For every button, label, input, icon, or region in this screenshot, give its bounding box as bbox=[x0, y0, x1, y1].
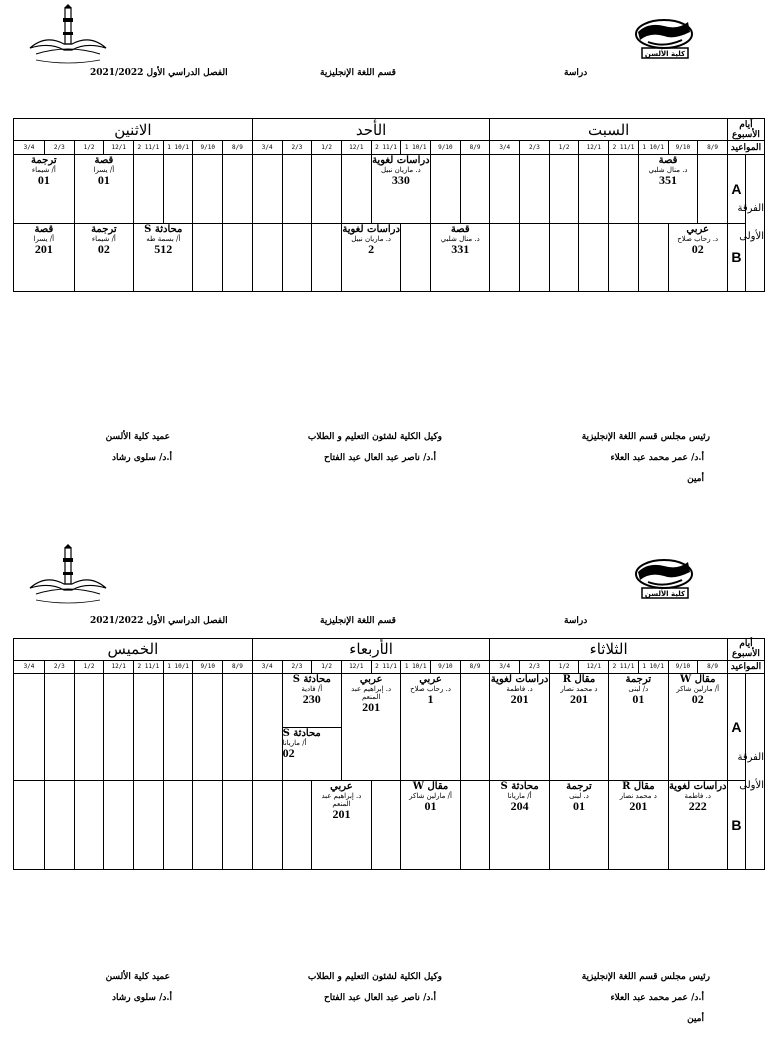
subject: دراسات لغوية bbox=[668, 781, 727, 793]
lecturer: أ/ ماريانا bbox=[507, 792, 532, 801]
room: 331 bbox=[451, 241, 470, 256]
class-cell bbox=[638, 155, 697, 223]
time-slot: 3/4 bbox=[252, 660, 282, 673]
room: 02 bbox=[97, 241, 110, 256]
lecturer: أ/ شيماء bbox=[31, 166, 56, 175]
day-header: الأربعاء bbox=[252, 639, 490, 661]
subject: دراسات لغوية bbox=[372, 155, 430, 167]
day-header: الأحد bbox=[252, 119, 490, 141]
class-cell bbox=[668, 674, 727, 781]
room: 01 bbox=[37, 173, 50, 188]
class-cell bbox=[341, 674, 400, 781]
class-cell bbox=[14, 223, 75, 291]
university-logo bbox=[26, 544, 110, 606]
university-logo bbox=[26, 4, 110, 66]
lecturer: د. إبراهيم عبد المنعم bbox=[321, 792, 362, 809]
subject: عربي bbox=[419, 674, 442, 686]
time-slot: 10/1 1 bbox=[163, 660, 193, 673]
head-extra: أمين bbox=[687, 474, 704, 484]
class-cell bbox=[609, 781, 668, 870]
class-cell bbox=[401, 674, 460, 781]
corner-slots: المواعيد bbox=[727, 141, 764, 155]
lecturer: أ/ مارلين شاكر bbox=[676, 685, 720, 694]
room: 01 bbox=[632, 692, 645, 707]
corner-days: أيام الأسبوع bbox=[727, 119, 764, 141]
time-slot: 12/1 bbox=[579, 660, 609, 673]
subject: محادثة S bbox=[292, 674, 331, 686]
time-slot: 2/3 bbox=[520, 660, 550, 673]
study-label: دراسة bbox=[564, 68, 588, 78]
time-slot: 9/10 bbox=[668, 141, 698, 155]
time-slot: 3/4 bbox=[490, 141, 520, 155]
day-header: الاثنين bbox=[14, 119, 253, 141]
lecturer: أ/ يسرا bbox=[33, 234, 55, 243]
day-header: السبت bbox=[490, 119, 728, 141]
group-label: A bbox=[727, 155, 745, 223]
class-cell bbox=[668, 223, 727, 291]
lecturer: د. فاطمة bbox=[684, 792, 711, 801]
lecturer: أ/ بسمة طه bbox=[146, 234, 181, 243]
group-label: B bbox=[727, 781, 745, 870]
schedule-table bbox=[13, 118, 765, 292]
class-cell bbox=[490, 674, 549, 781]
room: 01 bbox=[97, 173, 110, 188]
subject: دراسات لغوية bbox=[342, 223, 400, 235]
time-slot: 3/4 bbox=[490, 660, 520, 673]
day-header: الثلاثاء bbox=[490, 639, 728, 661]
subject: ترجمة bbox=[31, 155, 57, 167]
time-slot: 3/4 bbox=[252, 141, 282, 155]
faculty-logo bbox=[618, 554, 710, 602]
time-slot: 12/1 bbox=[579, 141, 609, 155]
time-slot: 2/3 bbox=[282, 141, 312, 155]
subject: قصة bbox=[450, 223, 470, 235]
room: 01 bbox=[572, 799, 585, 814]
room: 02 bbox=[691, 241, 704, 256]
time-slot: 9/10 bbox=[193, 660, 223, 673]
class-cell bbox=[401, 781, 460, 870]
group-label: B bbox=[727, 223, 745, 291]
dean-title: عميد كلية الألسن bbox=[105, 432, 170, 442]
lecturer: د. لبنى bbox=[569, 792, 589, 801]
subject: ترجمة bbox=[91, 223, 117, 235]
time-slot: 8/9 bbox=[698, 660, 728, 673]
lecturer: د. منال شلبي bbox=[440, 234, 480, 243]
schedule-table bbox=[13, 638, 765, 870]
class-cell bbox=[74, 155, 133, 223]
subject: قصة bbox=[34, 223, 54, 235]
time-slot: 10/1 1 bbox=[638, 660, 668, 673]
room: 351 bbox=[659, 173, 678, 188]
dean-name: أ.د/ سلوى رشاد bbox=[111, 453, 172, 463]
time-slot: 8/9 bbox=[460, 660, 490, 673]
lecturer: أ/ فادية bbox=[301, 685, 323, 694]
room: 201 bbox=[362, 700, 381, 715]
subject: محادثة S bbox=[282, 728, 321, 740]
subject: عربي bbox=[686, 223, 710, 235]
vice-dean-name: أ.د/ ناصر عبد العال عبد الفتاح bbox=[324, 453, 436, 463]
time-slot: 9/10 bbox=[431, 660, 461, 673]
time-slot: 11/1 2 bbox=[609, 660, 639, 673]
time-slot: 10/1 1 bbox=[638, 141, 668, 155]
dean-name: أ.د/ سلوى رشاد bbox=[111, 993, 172, 1003]
class-cell bbox=[134, 223, 193, 291]
time-slot: 1/2 bbox=[549, 660, 579, 673]
subject: محادثة S bbox=[500, 781, 539, 793]
subject: محادثة S bbox=[144, 223, 183, 235]
room: 201 bbox=[629, 799, 648, 814]
lecturer: أ/ يسرا bbox=[93, 166, 115, 175]
room: 201 bbox=[510, 692, 529, 707]
time-slot: 12/1 bbox=[341, 141, 371, 155]
lecturer: أ/ شيماء bbox=[91, 234, 116, 243]
time-slot: 10/1 1 bbox=[163, 141, 193, 155]
room: 2 bbox=[368, 241, 375, 256]
head-title: رئيس مجلس قسم اللغة الإنجليزية bbox=[581, 972, 710, 982]
lecturer: د محمد نصار bbox=[560, 685, 598, 694]
time-slot: 9/10 bbox=[193, 141, 223, 155]
time-slot: 1/2 bbox=[549, 141, 579, 155]
time-slot: 11/1 2 bbox=[609, 141, 639, 155]
day-header: الخميس bbox=[14, 639, 253, 661]
lecturer: د. منال شلبي bbox=[648, 166, 688, 175]
time-slot: 3/4 bbox=[14, 141, 45, 155]
room: 201 bbox=[34, 241, 53, 256]
time-slot: 9/10 bbox=[431, 141, 461, 155]
time-slot: 1/2 bbox=[312, 660, 342, 673]
vice-dean-title: وكيل الكلية لشئون التعليم و الطلاب bbox=[307, 972, 442, 982]
lecturer: د. ماريان نبيل bbox=[351, 234, 392, 243]
time-slot: 12/1 bbox=[104, 660, 134, 673]
lecturer: أ/ ماريانا bbox=[282, 739, 307, 748]
subject: مقال W bbox=[680, 674, 716, 686]
corner-slots: المواعيد bbox=[727, 660, 764, 673]
head-extra: أمين bbox=[687, 1014, 704, 1024]
group-label: A bbox=[727, 674, 745, 781]
level-label: الفرقة الأولى bbox=[745, 674, 764, 870]
time-slot: 2/3 bbox=[282, 660, 312, 673]
dean-title: عميد كلية الألسن bbox=[105, 972, 170, 982]
lecturer: أ/ مارلين شاكر bbox=[409, 792, 452, 801]
subject: دراسات لغوية bbox=[490, 674, 549, 686]
class-cell bbox=[549, 781, 608, 870]
time-slot: 1/2 bbox=[312, 141, 342, 155]
lecturer: د. رحاب صلاح bbox=[410, 685, 451, 694]
subject: عربي bbox=[359, 674, 383, 686]
time-slot: 2/3 bbox=[520, 141, 550, 155]
lecturer: د. ماريان نبيل bbox=[380, 166, 421, 175]
head-name: أ.د/ عمر محمد عبد العلاء bbox=[610, 453, 704, 463]
lecturer: د. رحاب صلاح bbox=[677, 234, 719, 243]
time-slot: 8/9 bbox=[223, 660, 253, 673]
time-slot: 2/3 bbox=[44, 660, 74, 673]
room: 201 bbox=[332, 807, 351, 822]
lecturer: د. إبراهيم عبد المنعم bbox=[351, 685, 392, 702]
room: 512 bbox=[154, 241, 173, 256]
time-slot: 8/9 bbox=[460, 141, 490, 155]
subject: مقال R bbox=[562, 674, 596, 686]
time-slot: 11/1 2 bbox=[371, 660, 401, 673]
time-slot: 12/1 bbox=[104, 141, 134, 155]
time-slot: 1/2 bbox=[74, 660, 104, 673]
time-slot: 12/1 bbox=[341, 660, 371, 673]
class-cell bbox=[490, 781, 549, 870]
class-cell bbox=[341, 223, 400, 291]
subject: مقال R bbox=[622, 781, 655, 793]
head-name: أ.د/ عمر محمد عبد العلاء bbox=[610, 993, 704, 1003]
room: 1 bbox=[427, 692, 434, 707]
corner-days: أيام الأسبوع bbox=[727, 639, 764, 661]
lecturer: د/ لبنى bbox=[628, 685, 649, 694]
time-slot: 11/1 2 bbox=[134, 660, 164, 673]
schedule-page-2 bbox=[0, 540, 768, 1052]
subject: مقال W bbox=[412, 781, 449, 793]
time-slot: 11/1 2 bbox=[134, 141, 164, 155]
room: 02 bbox=[282, 746, 295, 761]
subject: ترجمة bbox=[566, 781, 592, 793]
room: 01 bbox=[424, 799, 437, 814]
subject: قصة bbox=[658, 155, 678, 167]
class-cell bbox=[609, 674, 668, 781]
time-slot: 3/4 bbox=[14, 660, 45, 673]
time-slot: 10/1 1 bbox=[401, 141, 431, 155]
time-slot: 8/9 bbox=[223, 141, 253, 155]
level-label: الفرقة الأولى bbox=[745, 155, 764, 292]
time-slot: 9/10 bbox=[668, 660, 698, 673]
schedule-page-1 bbox=[0, 0, 768, 512]
subject: عربي bbox=[330, 781, 353, 793]
time-slot: 2/3 bbox=[45, 141, 75, 155]
room: 201 bbox=[569, 692, 588, 707]
time-slot: 11/1 2 bbox=[371, 141, 401, 155]
study-label: دراسة bbox=[564, 616, 588, 626]
room: 230 bbox=[302, 692, 321, 707]
subject: قصة bbox=[94, 155, 114, 167]
svg-text:كلية الألسن: كلية الألسن bbox=[644, 590, 686, 598]
room: 02 bbox=[691, 692, 704, 707]
department-label: قسم اللغة الإنجليزية bbox=[320, 616, 396, 626]
department-label: قسم اللغة الإنجليزية bbox=[320, 68, 396, 78]
class-cell bbox=[431, 223, 490, 291]
subject: ترجمة bbox=[625, 674, 652, 686]
class-cell bbox=[668, 781, 727, 870]
class-cell bbox=[549, 674, 608, 781]
class-cell bbox=[74, 223, 133, 291]
lecturer: د. فاطمة bbox=[506, 685, 533, 694]
lecturer: د محمد نصار bbox=[619, 792, 657, 801]
head-title: رئيس مجلس قسم اللغة الإنجليزية bbox=[581, 432, 710, 442]
time-slot: 10/1 1 bbox=[401, 660, 431, 673]
vice-dean-name: أ.د/ ناصر عبد العال عبد الفتاح bbox=[324, 993, 436, 1003]
faculty-logo bbox=[618, 14, 710, 62]
room: 204 bbox=[510, 799, 529, 814]
semester-label: الفصل الدراسي الأول 2021/2022 bbox=[90, 68, 228, 78]
room: 330 bbox=[391, 173, 410, 188]
class-cell bbox=[312, 781, 371, 870]
semester-label: الفصل الدراسي الأول 2021/2022 bbox=[90, 616, 228, 626]
time-slot: 1/2 bbox=[74, 141, 104, 155]
class-cell bbox=[371, 155, 430, 223]
class-cell bbox=[282, 674, 341, 781]
time-slot: 8/9 bbox=[698, 141, 728, 155]
vice-dean-title: وكيل الكلية لشئون التعليم و الطلاب bbox=[307, 432, 442, 442]
room: 222 bbox=[688, 799, 707, 814]
class-cell bbox=[14, 155, 75, 223]
svg-text:كلية الألسن: كلية الألسن bbox=[644, 50, 686, 58]
